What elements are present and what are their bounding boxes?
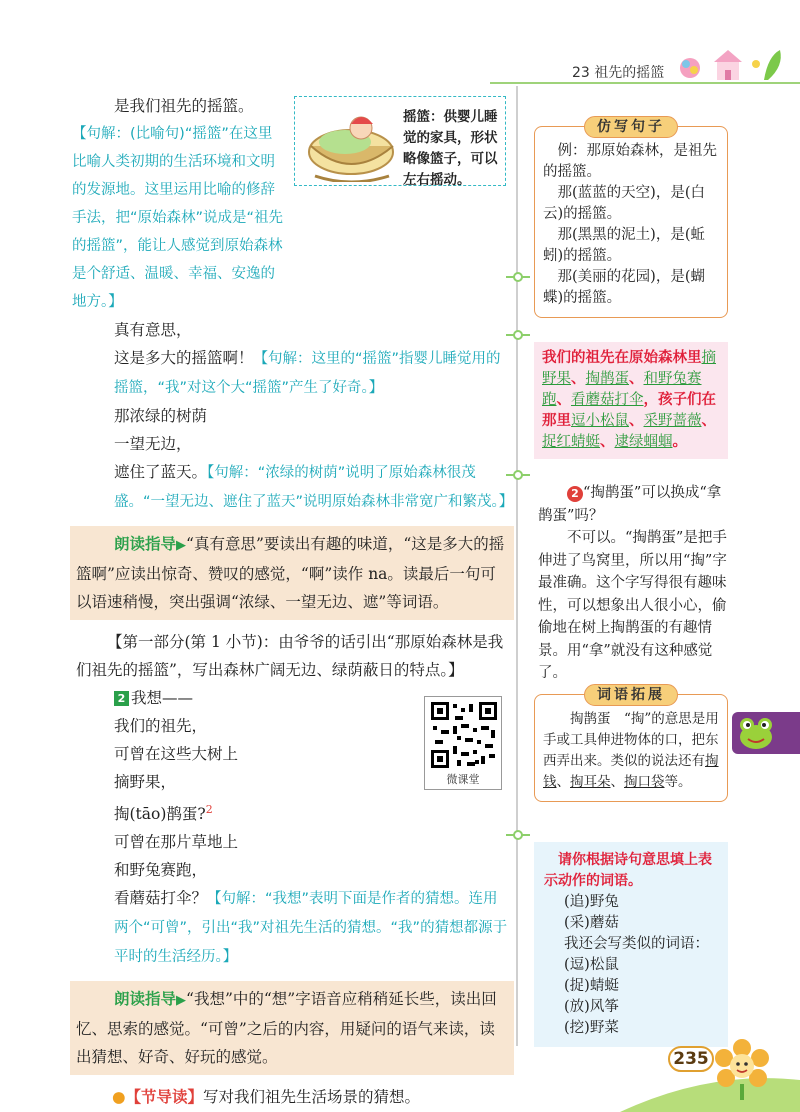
poem-line: 和野兔赛跑，: [114, 861, 208, 879]
verb-exercise-title: 请你根据诗句意思填上表示动作的词语。: [544, 852, 712, 889]
highlight-text: 。: [672, 434, 687, 450]
word-extension-text: [543, 709, 719, 793]
highlight-text: ，孩子们在那里: [542, 392, 716, 429]
poem-line: 是我们祖先的摇篮。: [114, 97, 254, 115]
highlight-verb: 逮绿蝈蝈: [614, 434, 673, 450]
reading-guide-label: 朗读指导: [114, 535, 177, 553]
imitate-line: 那(美丽的花园)，是(蝴蝶)的摇篮。: [543, 269, 705, 306]
word-extension-title: 词语拓展: [584, 684, 678, 706]
part-summary: 【第一部分(第 1 小节)：由爷爷的话引出“那原始森林是我们祖先的摇篮”，写出森林广阔无边、绿荫蔽日的特点。】: [76, 633, 504, 679]
reading-guide-text: “我想”中的“想”字语音应稍稍延长些，读出回忆、思索的感觉。“可曾”之后的内容，用疑问的语气来读，读出猜想、好奇、好玩的感觉。: [76, 990, 497, 1066]
column-divider: [516, 86, 518, 1046]
poem-line: 那浓绿的树荫: [114, 407, 208, 425]
page-number: 235: [668, 1046, 714, 1072]
qr-code-icon: [429, 700, 499, 770]
highlight-verb: 逗小松鼠: [571, 413, 629, 429]
play-arrow-icon: ▶: [176, 538, 187, 553]
sentence-analysis: 【句解：“我想”表明下面是作者的猜想。连用两个“可曾”，引出“我”对祖先生活的猜想。“我”的猜想都源于平时的生活经历。】: [114, 891, 508, 965]
verb-answer: (追)野兔: [564, 894, 619, 910]
poem-line: 掏(tāo)鹊蛋?: [114, 805, 206, 823]
highlight-text: 我们的祖先在原始森林里: [542, 350, 702, 366]
poem-line-with-analysis: [76, 884, 508, 971]
lesson-header: 23 祖先的摇篮: [572, 65, 665, 81]
imitate-title: 仿写句子: [584, 116, 678, 138]
section-guide-text: 写对我们祖先生活场景的猜想。: [203, 1088, 421, 1106]
connector-bullet-icon: [506, 830, 530, 840]
poem-line: 摘野果，: [114, 773, 177, 791]
answer-text: 不可以。“掏鹊蛋”是把手伸进了鸟窝里，所以用“掏”字最准确。这个字写得很有趣味性，可以想象出人很小心，偷偷地在树上掏鹊蛋的有趣情景。用“拿”就没有这种感觉了。: [538, 530, 727, 681]
verb-answer: 我还会写类似的词语：: [564, 936, 709, 952]
poem-line-with-analysis: [76, 458, 514, 516]
stanza-number-badge: 2: [114, 691, 129, 706]
verb-answer: (采)蘑菇: [564, 915, 619, 931]
question-marker: 2: [205, 803, 213, 816]
highlight-verb: 和野兔赛跑: [542, 371, 702, 408]
house-flower-decoration-icon: [672, 46, 792, 82]
highlight-verb: 摘野果: [542, 350, 716, 387]
connector-bullet-icon: [506, 470, 530, 480]
verb-answer: (放)风筝: [564, 999, 619, 1015]
imitate-line: 那(蓝蓝的天空)，是(白云)的摇篮。: [543, 185, 705, 222]
highlight-text: 、: [629, 413, 644, 429]
poem-line: 我们的祖先，: [114, 717, 208, 735]
poem-line: 这是多大的摇篮啊！: [114, 349, 254, 367]
highlight-verb: 捉红蜻蜓: [542, 434, 600, 450]
word-extension-panel: [534, 687, 728, 802]
reading-guide-label: 朗读指导: [114, 990, 177, 1008]
reading-guide-box: [70, 981, 514, 1075]
highlight-verb: 掏鹊蛋: [585, 371, 629, 387]
question-line: [538, 482, 728, 527]
highlight-text: 、: [556, 392, 571, 408]
poem-line: 可曾在这些大树上: [114, 745, 239, 763]
extension-text: 掏鹊蛋 “掏”的意思是用手或工具伸进物体的口，把东西弄出来。类似的说法还有: [543, 711, 719, 769]
highlight-text: 、: [629, 371, 644, 387]
highlight-verb: 看蘑菇打伞: [571, 392, 644, 408]
poem-line: 可曾在那片草地上: [114, 833, 239, 851]
section-guide-label: 【节导读】: [125, 1087, 204, 1106]
reading-guide-text: “真有意思”要读出有趣的味道，“这是多大的摇篮啊”应读出惊奇、赞叹的感觉，“啊”读作 na。读最后一句可以语速稍慢，突出强调“浓绿、一望无边、遮”等词语。: [76, 535, 505, 611]
play-arrow-icon: ▶: [176, 993, 187, 1008]
extension-text: 等。: [664, 774, 692, 790]
connector-bullet-icon: [506, 330, 530, 340]
imitate-line: 那(黑黑的泥土)，是(蚯蚓)的摇篮。: [543, 227, 705, 264]
crib-note-text: 摇篮：供婴儿睡觉的家具，形状略像篮子，可以左右摇动。: [403, 109, 498, 188]
flower-icon: [712, 1038, 772, 1100]
highlight-text: 、: [600, 434, 615, 450]
extension-word: 掏口袋: [624, 774, 665, 790]
chapter-tab: [732, 712, 800, 754]
question-number-badge: 2: [567, 486, 583, 502]
verb-answer: (捉)蜻蜓: [564, 978, 619, 994]
poem-line-with-analysis: [76, 344, 508, 402]
poem-line: 我想——: [131, 689, 194, 707]
highlight-text: 、: [571, 371, 586, 387]
qr-code[interactable]: [424, 696, 502, 790]
question-text: “掏鹊蛋”可以换成“拿鹊蛋”吗？: [538, 485, 722, 524]
qr-caption: 微课堂: [446, 773, 480, 786]
poem-line-with-marker: [76, 796, 508, 828]
header-rule: [490, 82, 800, 84]
extension-word: 掏钱: [543, 753, 719, 790]
poem-line: 遮住了蓝天。: [114, 463, 208, 481]
reading-guide-box: [70, 526, 514, 620]
imitate-sentence-panel: [534, 119, 728, 318]
imitate-line: 例：那原始森林，是祖先的摇篮。: [543, 143, 717, 180]
sentence-analysis: 【句解：这里的“摇篮”指婴儿睡觉用的摇篮，“我”对这个大“摇篮”产生了好奇。】: [114, 351, 501, 396]
extension-text: 、: [556, 774, 570, 790]
poem-line: 一望无边，: [114, 435, 192, 453]
connector-bullet-icon: [506, 272, 530, 282]
highlight-verb: 采野蔷薇: [643, 413, 702, 429]
sentence-analysis: 【句解：(比喻句)“摇篮”在这里比喻人类初期的生活环境和文明的发源地。这里运用比喻的修辞手法，把“原始森林”说成是“祖先的摇篮”，能让人感觉到原始森林是个舒适、温暖、幸福、安逸的地方。】: [72, 126, 284, 310]
sentence-analysis: 【句解：“浓绿的树荫”说明了原始森林很茂盛。“一望无边、遮住了蓝天”说明原始森林非常宽广和繁茂。】: [114, 465, 514, 510]
sun-icon: ●: [112, 1088, 126, 1106]
verb-answer: (挖)野菜: [564, 1020, 619, 1036]
poem-line: 看蘑菇打伞？: [114, 889, 208, 907]
extension-word: 掏耳朵: [570, 774, 611, 790]
poem-line: 真有意思，: [114, 321, 192, 339]
main-text-column: [72, 92, 514, 1111]
frog-icon: [736, 715, 776, 751]
section-guide: [76, 1083, 508, 1111]
highlight-panel: [534, 342, 728, 459]
extension-text: 、: [610, 774, 624, 790]
question-answer-panel: [534, 482, 728, 685]
grass-decoration-icon: [620, 1070, 800, 1112]
verb-answer: (逗)松鼠: [564, 957, 619, 973]
highlight-text: 、: [701, 413, 716, 429]
verb-exercise-panel: [534, 842, 728, 1047]
